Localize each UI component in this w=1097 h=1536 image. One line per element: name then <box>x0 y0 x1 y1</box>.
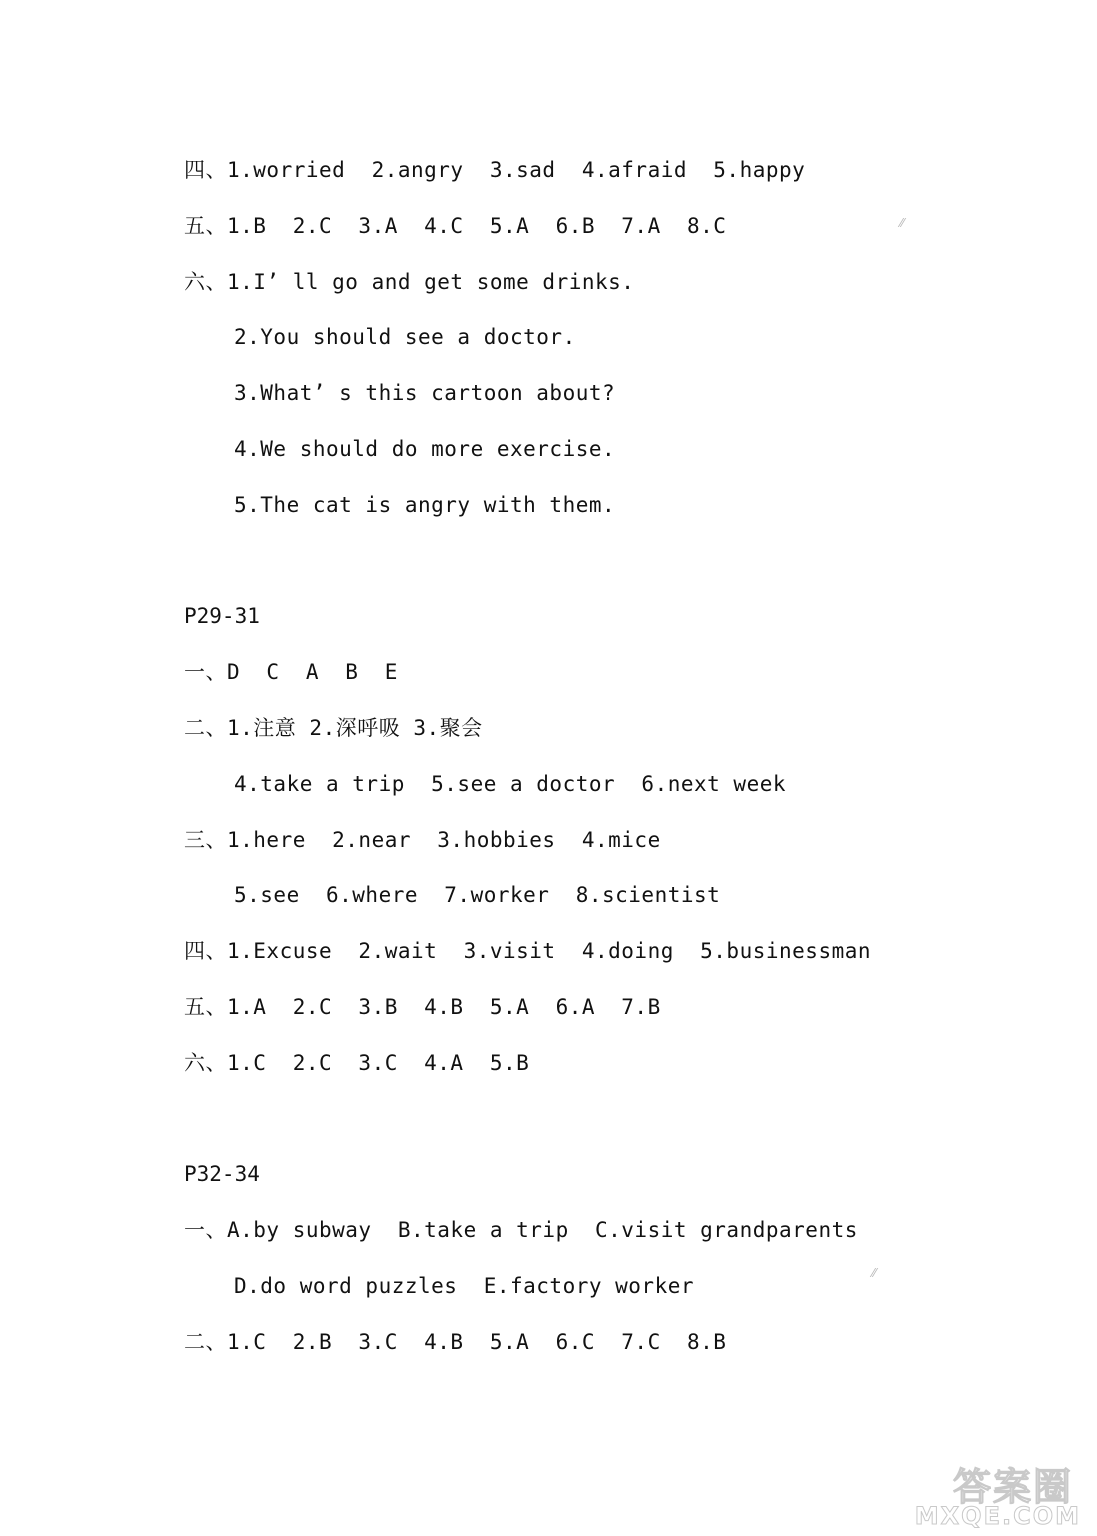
watermark-top-text: 答案圈 <box>952 1465 1073 1509</box>
answer-line-four: 四、1.worried 2.angry 3.sad 4.afraid 5.happy <box>184 158 806 182</box>
watermark-logo <box>914 1456 1087 1530</box>
answer-line-five: 五、1.B 2.C 3.A 4.C 5.A 6.B 7.A 8.C <box>184 214 727 238</box>
answer-line-five: 五、1.A 2.C 3.B 4.B 5.A 6.A 7.B <box>184 995 661 1019</box>
watermark-bottom-text: MXQE.COM <box>914 1502 1081 1530</box>
scan-mark: ⁄⁄ <box>900 216 905 230</box>
scan-mark: ⁄⁄ <box>872 1266 877 1280</box>
answer-line-three-cont: 5.see 6.where 7.worker 8.scientist <box>234 883 721 907</box>
answer-line-six: 六、1.C 2.C 3.C 4.A 5.B <box>184 1051 530 1075</box>
answer-line-one: 一、D C A B E <box>184 660 398 684</box>
answer-line-six-2: 2.You should see a doctor. <box>234 325 576 349</box>
section-heading-p32-34: P32-34 <box>184 1162 260 1186</box>
answer-line-six-5: 5.The cat is angry with them. <box>234 493 616 517</box>
answer-line-one-cont: D.do word puzzles E.factory worker <box>234 1274 695 1298</box>
section-heading-p29-31: P29-31 <box>184 604 260 628</box>
answer-line-one: 一、A.by subway B.take a trip C.visit grandparents <box>184 1218 858 1242</box>
answer-line-three: 三、1.here 2.near 3.hobbies 4.mice <box>184 828 661 852</box>
answer-line-six-3: 3.What’ s this cartoon about? <box>234 381 616 405</box>
answer-line-two: 二、1.C 2.B 3.C 4.B 5.A 6.C 7.C 8.B <box>184 1330 727 1354</box>
answer-line-six-4: 4.We should do more exercise. <box>234 437 616 461</box>
answer-line-two-cont: 4.take a trip 5.see a doctor 6.next week <box>234 772 787 796</box>
answer-line-two: 二、1.注意 2.深呼吸 3.聚会 <box>184 716 483 740</box>
answer-line-six: 六、1.I’ ll go and get some drinks. <box>184 270 635 294</box>
answer-line-four: 四、1.Excuse 2.wait 3.visit 4.doing 5.businessman <box>184 939 872 963</box>
